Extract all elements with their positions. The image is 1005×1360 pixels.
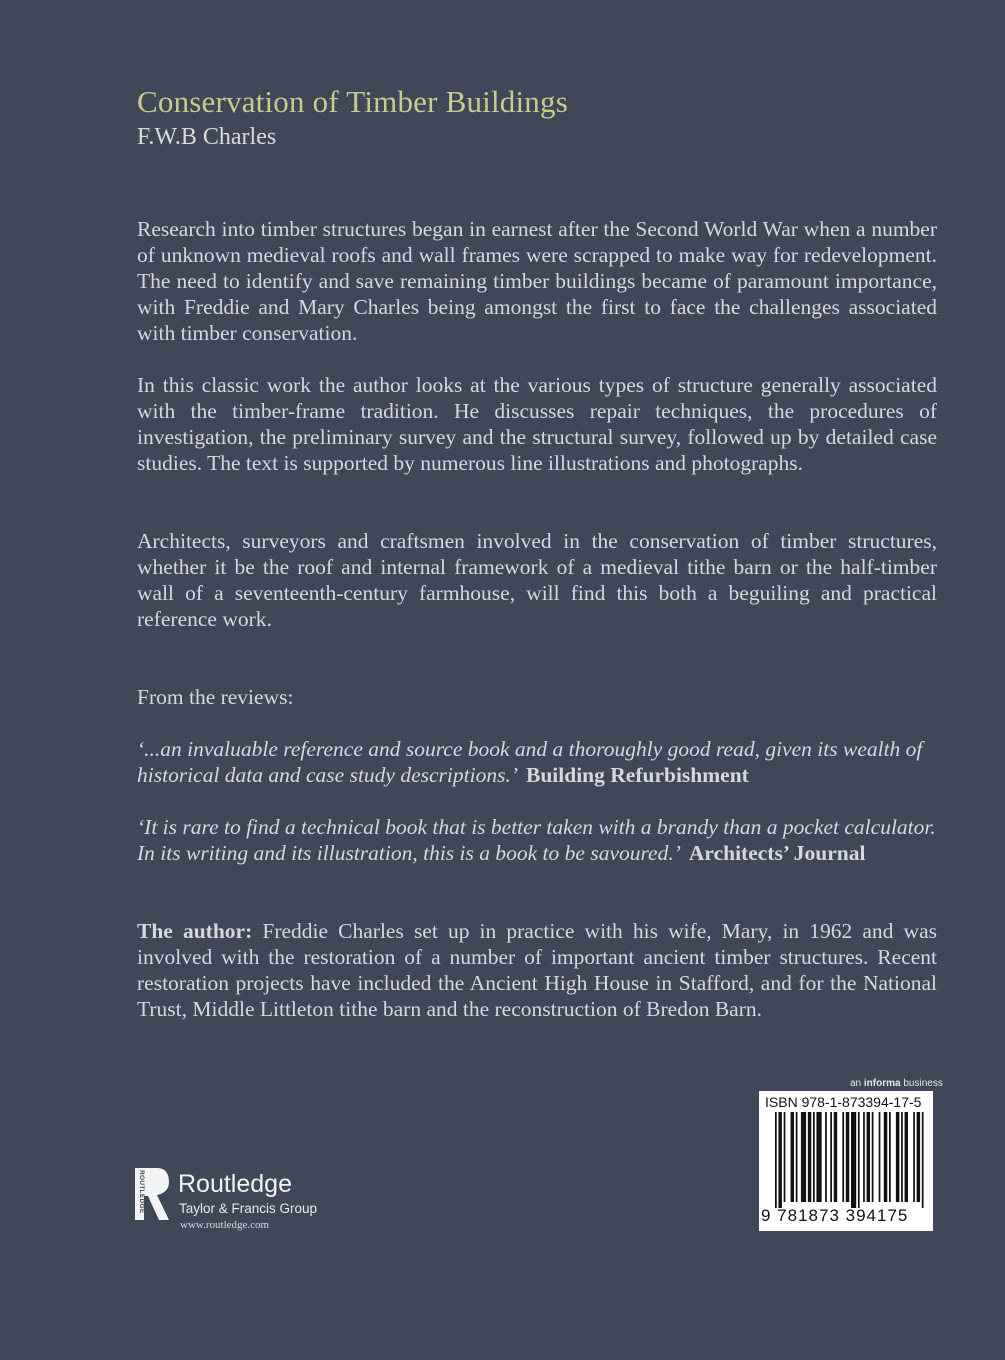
description-paragraph-2: In this classic work the author looks at the various types of structure generally associated with the timber-frame tradition. He discusses repair techniques, the procedures of investigation, the preliminary survey and the structural survey, followed up by detailed case studies. The text is supported by numerous line illustrations and photographs.: [137, 373, 937, 475]
isbn-barcode: [759, 1091, 933, 1231]
barcode-bar: [858, 1112, 860, 1208]
barcode-bar: [842, 1112, 844, 1202]
barcode-bar: [889, 1112, 891, 1202]
barcode-bar: [905, 1112, 908, 1202]
informa-business-tag: an informa business: [850, 1078, 943, 1089]
barcode-bar: [791, 1112, 794, 1202]
barcode-bar: [884, 1112, 887, 1202]
barcode-bar: [778, 1112, 781, 1208]
publisher-group: Taylor & Francis Group: [179, 1201, 318, 1216]
barcode-bar: [867, 1112, 870, 1202]
review-quote: ‘...an invaluable reference and source book and a thoroughly good read, given its wealth of historical data and case study descriptions.’: [137, 737, 923, 787]
barcode-bar: [775, 1112, 777, 1208]
ean-digits: 9 781873 394175: [761, 1206, 909, 1225]
book-author: F.W.B Charles: [137, 124, 277, 150]
review-source: Building Refurbishment: [526, 763, 749, 787]
barcode-bar: [846, 1112, 849, 1202]
barcode-bar: [863, 1112, 865, 1202]
barcode-bar: [801, 1112, 806, 1202]
barcode-bar: [879, 1112, 881, 1202]
routledge-logo: [133, 1166, 343, 1231]
review-1: [137, 736, 947, 788]
isbn-label: ISBN 978-1-873394-17-5: [765, 1094, 922, 1110]
barcode-bar: [825, 1112, 827, 1202]
barcode-bar: [913, 1112, 915, 1202]
barcode-bar: [813, 1112, 815, 1202]
publisher-url: www.routledge.com: [180, 1219, 270, 1231]
barcode-bar: [816, 1112, 821, 1202]
barcode-bars: [775, 1112, 927, 1208]
description-paragraph-3: Architects, surveyors and craftsmen involved in the conservation of timber structures, whether it be the roof and internal framework of a medieval tithe barn or the half-timber wall of a seventeenth-century farmhouse, will find this both a beguiling and practical reference work.: [137, 529, 937, 631]
logo-vertical-text: ROUTLEDGE: [138, 1170, 145, 1214]
barcode-bar: [851, 1112, 856, 1208]
description-paragraph-1: Research into timber structures began in earnest after the Second World War when a number of unknown medieval roofs and wall frames were scrapped to make way for redevelopment. The need to identify and save remaining timber buildings became of paramount importance, with Freddie and Mary Charles being amongst the first to face the challenges associated with timber conservation.: [137, 217, 937, 345]
barcode-bar: [834, 1112, 837, 1202]
barcode-bar: [901, 1112, 903, 1202]
barcode-bar: [896, 1112, 899, 1202]
review-source: Architects’ Journal: [688, 841, 866, 865]
about-author: [137, 918, 937, 1022]
review-quote: ‘It is rare to find a technical book that is better taken with a brandy than a pocket calculator. In its writing and its illustration, this is a book to be savoured.’: [137, 815, 936, 865]
routledge-logo-icon: [133, 1166, 171, 1222]
barcode-bar: [808, 1112, 811, 1202]
barcode-bar: [922, 1112, 924, 1208]
barcode-bar: [872, 1112, 874, 1202]
about-author-label: The author:: [137, 919, 253, 943]
book-title: Conservation of Timber Buildings: [137, 84, 568, 119]
about-author-text: Freddie Charles set up in practice with his wife, Mary, in 1962 and was involved with the restoration of a number of important ancient timber structures. Recent restoration projects have included the Ancient High House in Stafford, and for the National Trust, Middle Littleton tithe barn and the reconstruction of Bredon Barn.: [137, 919, 937, 1021]
publisher-name: Routledge: [178, 1170, 292, 1198]
informa-brand: informa: [863, 1078, 901, 1089]
barcode-bar: [784, 1112, 786, 1202]
barcode-bar: [830, 1112, 832, 1202]
review-2: [137, 814, 947, 866]
reviews-heading: From the reviews:: [137, 685, 294, 709]
barcode-bar: [796, 1112, 798, 1202]
barcode-bar: [917, 1112, 920, 1202]
